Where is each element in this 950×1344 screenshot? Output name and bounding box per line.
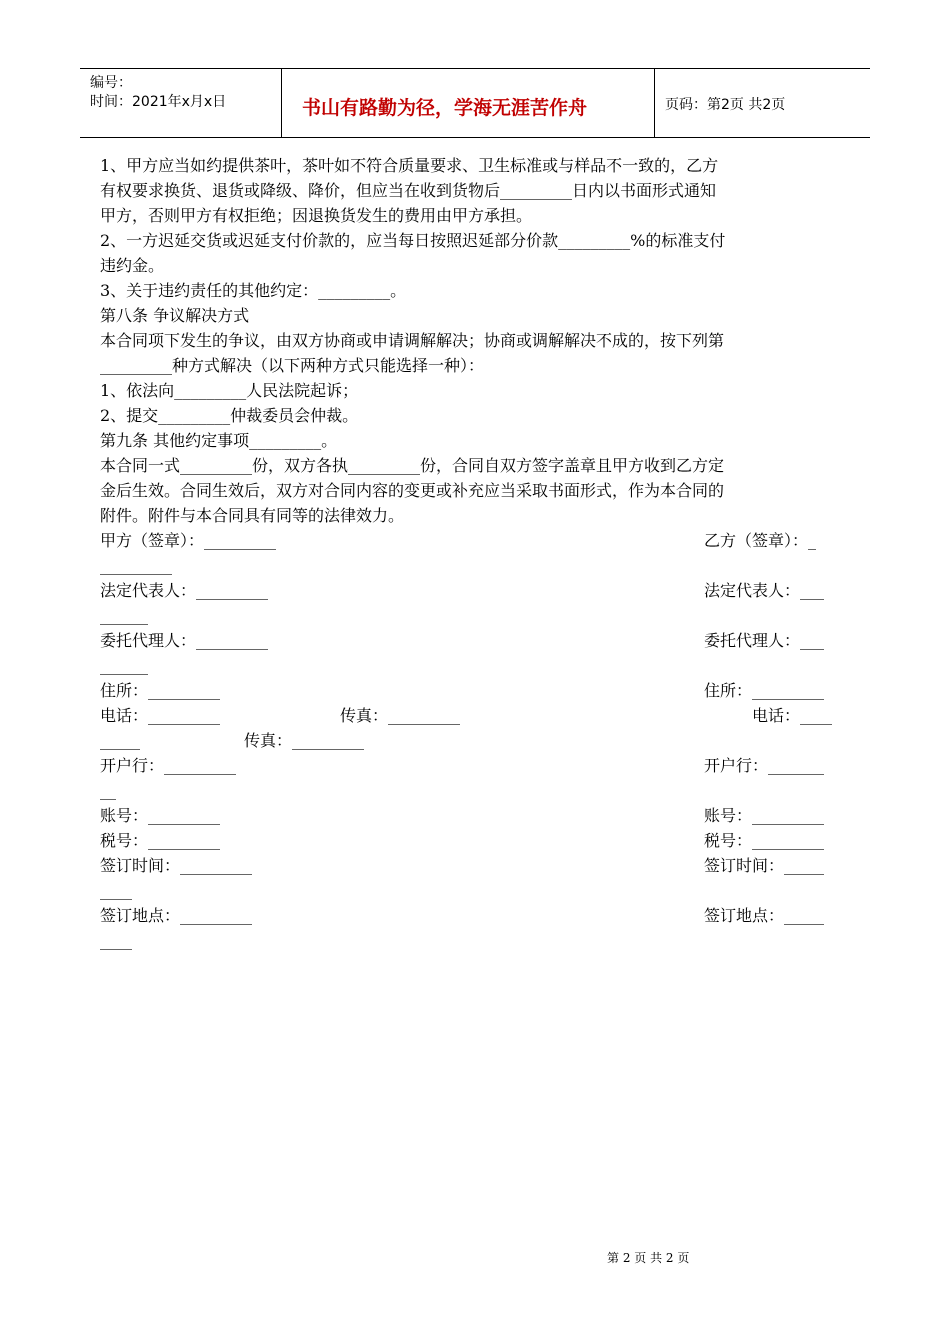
paragraph-line: 违约金。 [100, 256, 165, 275]
fax-b: 传真：_________ [244, 731, 365, 750]
article-heading: 第八条 争议解决方式 [100, 306, 250, 325]
account-b: 账号：_________ [704, 806, 825, 825]
paragraph-line: 1、甲方应当如约提供茶叶，茶叶如不符合质量要求、卫生标准或与样品不一致的，乙方 [100, 156, 719, 175]
tax-a: 税号：_________ [100, 831, 221, 850]
paragraph-line: 1、依法向_________人民法院起诉； [100, 381, 359, 400]
document-header [80, 68, 870, 138]
phone-a: 电话：_________ [100, 706, 221, 725]
sign-place-b-continued: ____ [100, 931, 132, 950]
sign-place-a: 签订地点：_________ [100, 906, 253, 925]
address-a: 住所：_________ [100, 681, 221, 700]
article-heading: 第九条 其他约定事项_________。 [100, 431, 338, 450]
legal-rep-b: 法定代表人：___ [704, 581, 825, 600]
date-label: 时间：2021年x月x日 [90, 94, 227, 110]
sign-time-a: 签订时间：_________ [100, 856, 253, 875]
agent-b: 委托代理人：___ [704, 631, 825, 650]
address-b: 住所：_________ [704, 681, 825, 700]
paragraph-line: 金后生效。合同生效后，双方对合同内容的变更或补充应当采取书面形式，作为本合同的 [100, 481, 725, 500]
party-b-continued: _________ [100, 556, 172, 575]
fax-a: 传真：_________ [340, 706, 461, 725]
legal-rep-b-continued: ______ [100, 606, 148, 625]
sign-place-b: 签订地点：_____ [704, 906, 825, 925]
paragraph-line: 本合同一式_________份，双方各执_________份，合同自双方签字盖章且甲方收到乙方定 [100, 456, 725, 475]
phone-b: 电话：____ [752, 706, 833, 725]
header-page-info: 页码：第2页 共2页 [665, 97, 786, 113]
paragraph-line: _________种方式解决（以下两种方式只能选择一种）： [100, 356, 485, 375]
header-page-cell [655, 69, 870, 137]
paragraph-line: 本合同项下发生的争议，由双方协商或申请调解解决；协商或调解解决不成的，按下列第 [100, 331, 725, 350]
paragraph-line: 有权要求换货、退货或降级、降价，但应当在收到货物后_________日内以书面形式通知 [100, 181, 717, 200]
bank-b-continued: __ [100, 781, 116, 800]
party-b-label: 乙方（签章）：_ [704, 531, 817, 550]
paragraph-line: 3、关于违约责任的其他约定：_________。 [100, 281, 407, 300]
agent-b-continued: ______ [100, 656, 148, 675]
sign-time-b-continued: ____ [100, 881, 132, 900]
agent-a: 委托代理人：_________ [100, 631, 269, 650]
code-label: 编号： [90, 75, 132, 91]
bank-a: 开户行：_________ [100, 756, 237, 775]
phone-b-continued: _____ [100, 731, 140, 750]
header-motto-cell [282, 69, 655, 137]
sign-time-b: 签订时间：_____ [704, 856, 825, 875]
legal-rep-a: 法定代表人：_________ [100, 581, 269, 600]
page-footer: 第 2 页 共 2 页 [607, 1251, 690, 1265]
paragraph-line: 甲方，否则甲方有权拒绝；因退换货发生的费用由甲方承担。 [100, 206, 533, 225]
paragraph-line: 2、一方迟延交货或迟延支付价款的，应当每日按照迟延部分价款_________%的标准支付 [100, 231, 726, 250]
tax-b: 税号：_________ [704, 831, 825, 850]
paragraph-line: 2、提交_________仲裁委员会仲裁。 [100, 406, 359, 425]
header-motto: 书山有路勤为径，学海无涯苦作舟 [302, 97, 588, 119]
account-a: 账号：_________ [100, 806, 221, 825]
paragraph-line: 附件。附件与本合同具有同等的法律效力。 [100, 506, 405, 525]
party-a-label: 甲方（签章）：_________ [100, 531, 277, 550]
header-meta-cell [80, 69, 282, 137]
bank-b: 开户行：_______ [704, 756, 825, 775]
